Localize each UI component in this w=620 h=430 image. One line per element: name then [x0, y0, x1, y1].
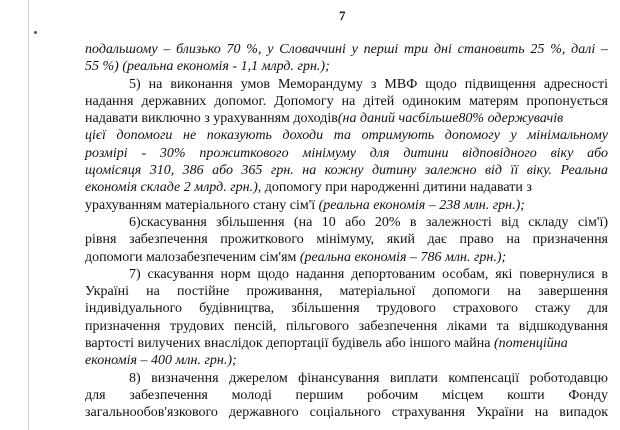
- paragraph-6-line: рівня забезпечення прожиткового мінімуму, який дає право на призначення: [85, 232, 608, 248]
- paragraph-8-line: загальнообов'язкового державного соціального страхування України на випадок: [85, 405, 608, 421]
- italic-text: (потенційна: [493, 336, 568, 352]
- paragraph-7-line: 7) скасування норм щодо надання депортованим особам, які повернулися в: [129, 266, 608, 282]
- italic-text: щомісяця 310, 386 або 365 грн. на кожну дитину залежно від її віку. Реальна: [85, 163, 608, 179]
- plain-text: урахуванням матеріального стану сім'ї: [85, 197, 319, 213]
- paragraph-6-line: [85, 249, 608, 266]
- italic-text: економія – 400 млн. грн.);: [85, 353, 237, 369]
- paragraph-5-line: [85, 145, 608, 162]
- italic-text: розмірі - 30% прожиткового мінімуму для дитини відповідного віку або: [85, 145, 608, 161]
- scan-speck: [34, 31, 37, 34]
- document-body: [85, 41, 608, 422]
- paragraph-7-line: [85, 335, 608, 352]
- paragraph-5-line: [85, 162, 608, 179]
- plain-text: вартості вилучених внаслідок депортації будівель або іншого майна: [85, 336, 494, 352]
- italic-text: цієї допомоги не показують доходи та отримують допомогу у мінімальному: [85, 128, 608, 144]
- paragraph-5-line: [85, 179, 608, 196]
- paragraph-5-line: [85, 127, 608, 144]
- italic-text: (на даний часбільше80% одержувачів: [337, 111, 564, 127]
- paragraph-7-line: індивідуального будівництва, збільшення трудового страхового стажу для: [85, 301, 608, 317]
- plain-text: надавати виключно з урахуванням доходів: [85, 111, 338, 127]
- paragraph-7-line: [85, 352, 608, 369]
- paragraph-5-line: надання державних допомог. Допомогу на дітей одиноким матерям пропонується: [85, 93, 608, 109]
- paragraph-5-line: [85, 110, 608, 127]
- paragraph-6-line: 6)скасування збільшення (на 10 або 20% в залежності від складу сім'ї): [129, 214, 608, 230]
- paragraph-8-line: для забезпечення молоді першим робочим місцем кошти Фонду: [85, 387, 608, 403]
- paragraph-5-line: 5) на виконання умов Меморандуму з МВФ щодо підвищення адресності: [129, 76, 608, 92]
- text-line: [85, 41, 608, 58]
- italic-text: подальшому – близько 70 %, у Словаччині у перші три дні становить 25 %, далі –: [85, 42, 608, 57]
- paragraph-7-line: призначення трудових пенсій, пільгового забезпечення ліками та відшкодування: [85, 318, 608, 334]
- italic-text: 55 %) (реальна економія - 1,1 млрд. грн.);: [85, 59, 330, 75]
- page-number: 7: [339, 8, 346, 23]
- paragraph-5-line: [85, 197, 608, 214]
- plain-text: допомоги малозабезпеченим сім'ям: [85, 249, 300, 265]
- italic-text: економія складе 2 млрд. грн.): [85, 180, 258, 196]
- scan-margin-line: [28, 0, 29, 430]
- italic-text: (реальна економія – 238 млн. грн.);: [318, 197, 525, 213]
- plain-text: , допомогу при народженні дитини надавати з: [257, 180, 532, 196]
- paragraph-7-line: Україні на постійне проживання, матеріальної допомоги на завершення: [85, 284, 608, 300]
- italic-text: (реальна економія – 786 млн. грн.);: [299, 249, 507, 265]
- paragraph-8-line: 8) визначення джерелом фінансування виплати компенсації роботодавцю: [129, 370, 608, 386]
- text-line: [85, 58, 608, 75]
